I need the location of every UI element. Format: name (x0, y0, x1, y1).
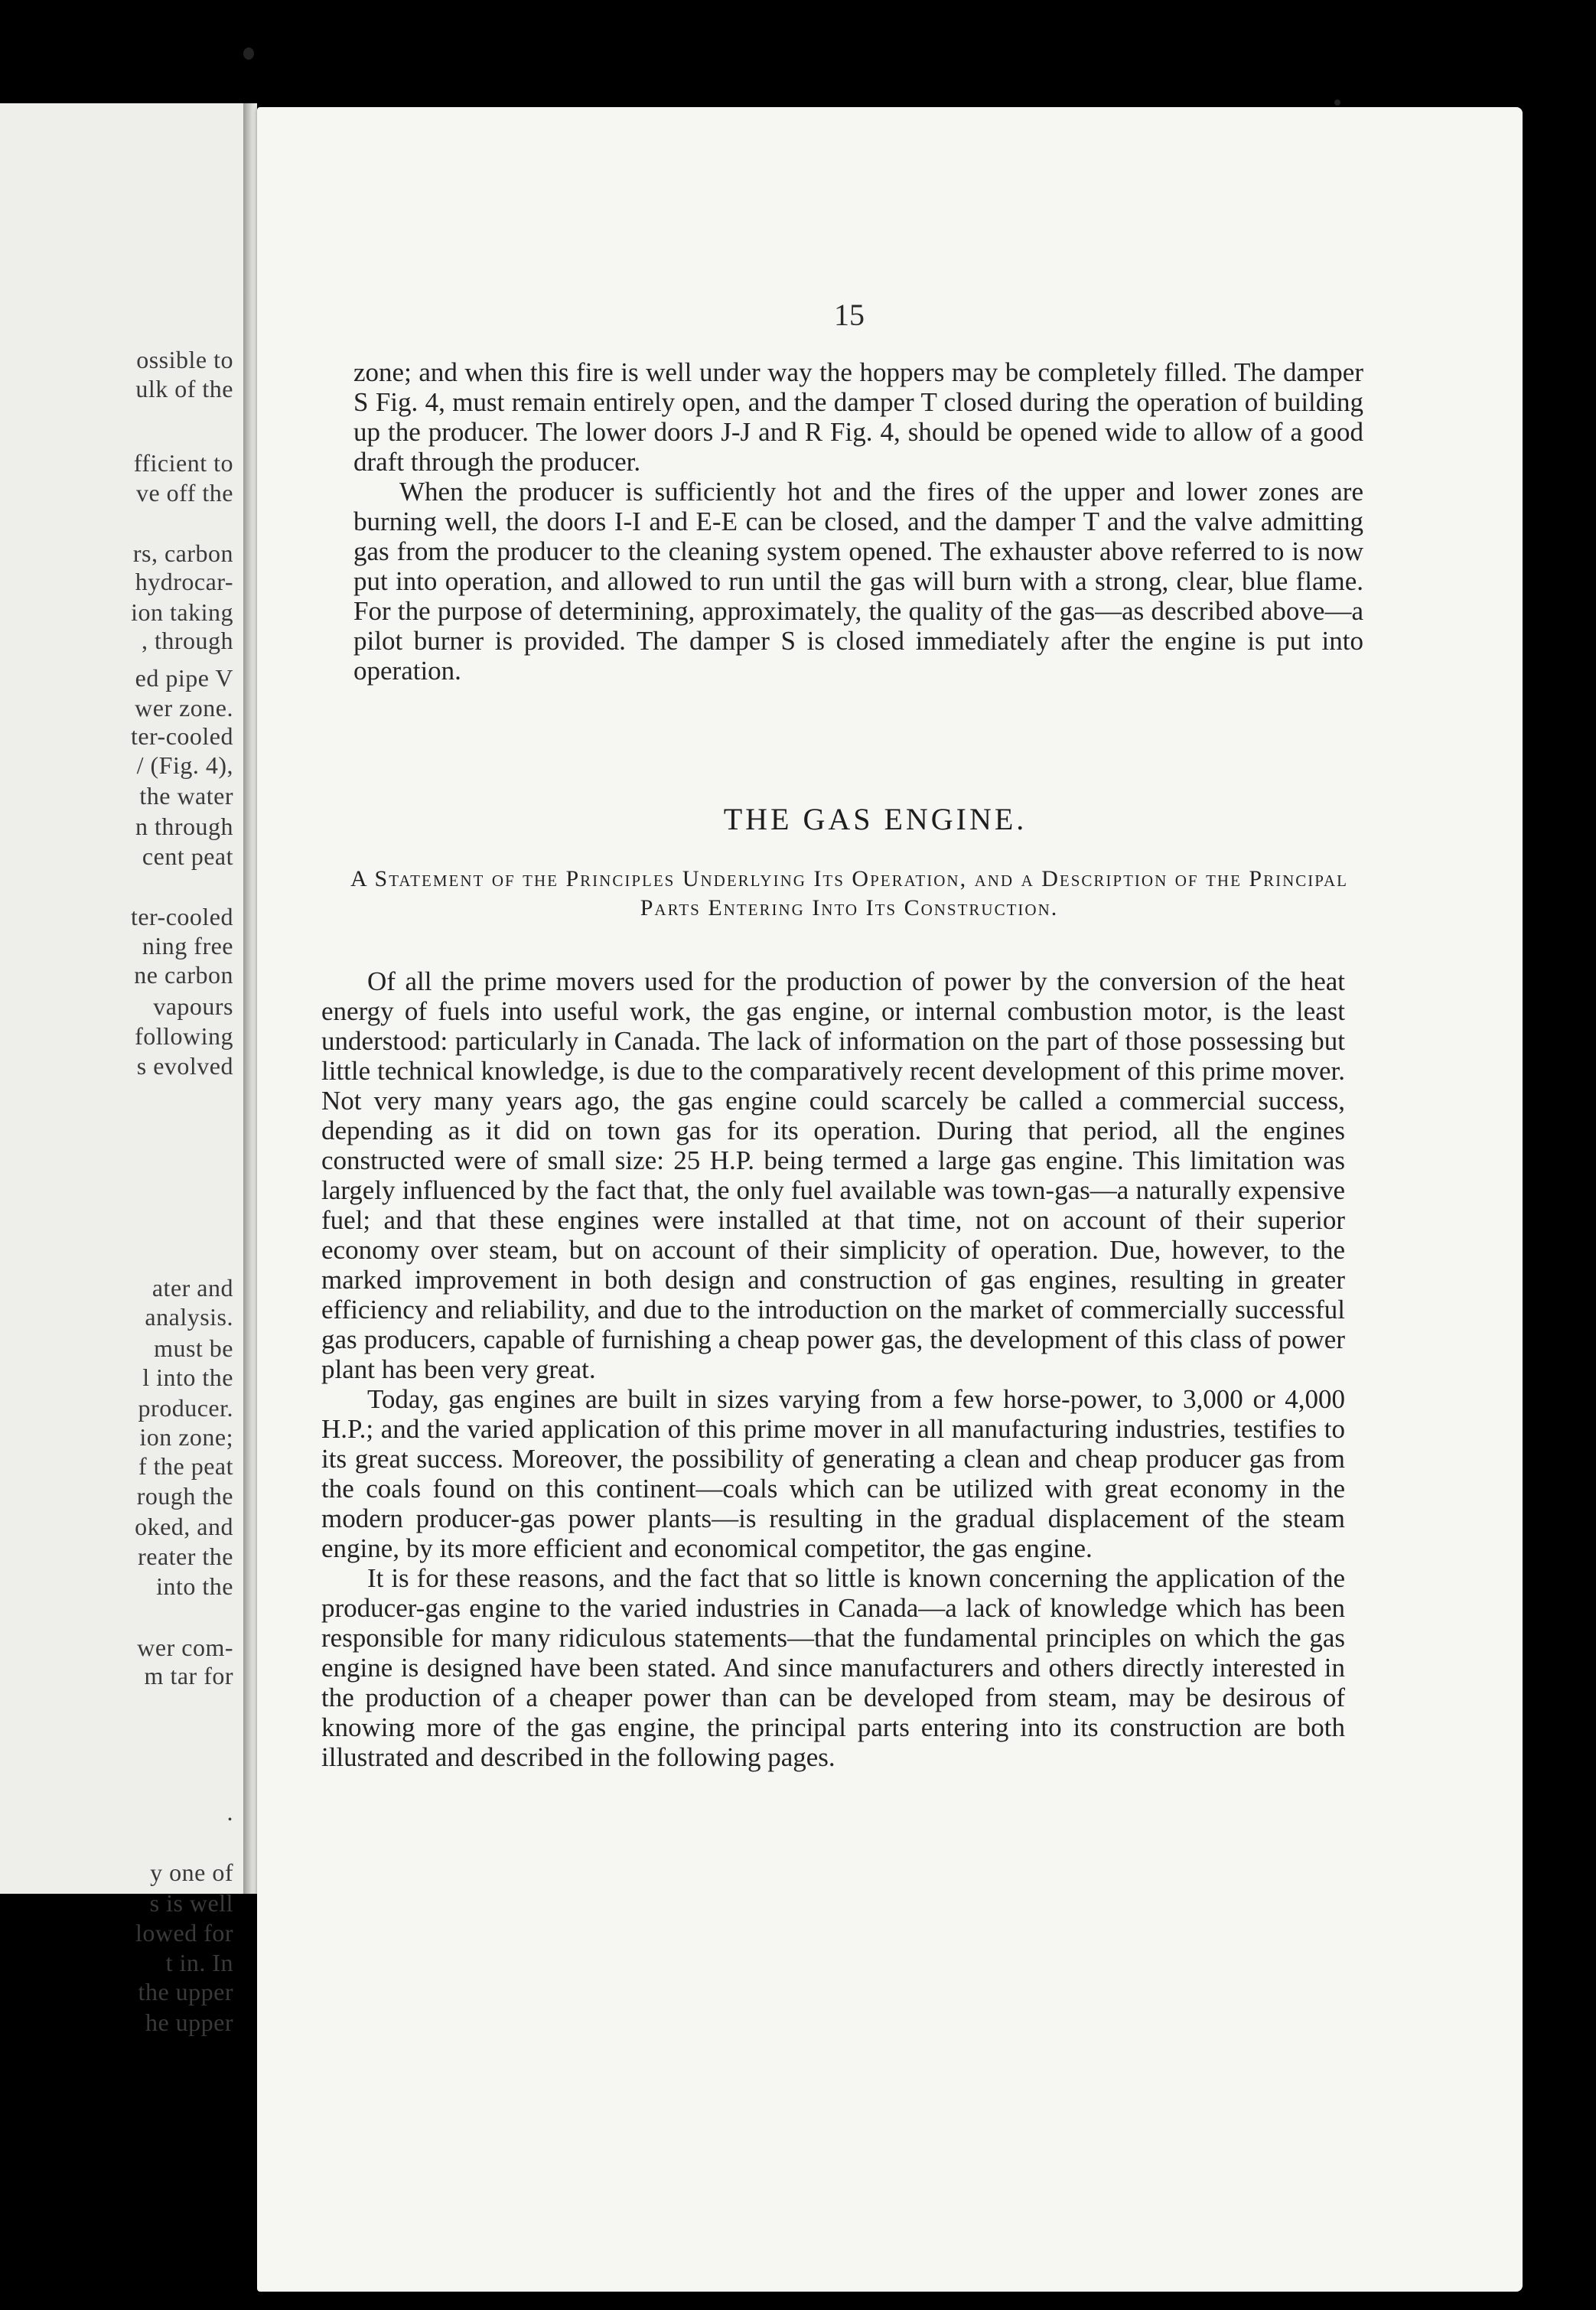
scan-speck (243, 47, 254, 60)
left-page-line: ater and (151, 1274, 233, 1302)
paragraph: When the producer is sufficiently hot and the fires of the upper and lower zones are burning well, the doors I-I and E-E can be closed, and the damper T and the valve admitting gas from the producer to the cleaning system opened. The exhauster above referred to is now put into operation, and allowed to run until the gas will burn with a strong, clear, blue flame. For the purpose of determining, approximately, the quality of the gas—as described above—a pilot burner is provided. The damper S is closed immediately after the engine is put into operation. (353, 477, 1363, 686)
left-page-line: oked, and (135, 1513, 233, 1540)
left-page-line: reater the (138, 1543, 233, 1570)
continuation-text (353, 357, 1363, 686)
left-page-line: fficient to (133, 449, 233, 477)
book-gutter (243, 103, 257, 1894)
paragraph: Today, gas engines are built in sizes varying from a few horse-power, to 3,000 or 4,000 H.P.; and the varied application of this prime mover in all manufacturing industries, testifies to its great success. Moreover, the possibility of generating a clean and cheap producer gas from the coals found on this continent—coals which can be utilized with great economy in the modern producer-gas power plants—is resulting in the gradual displacement of the steam engine, by its more efficient and economical competitor, the gas engine. (321, 1384, 1345, 1563)
left-page-line: into the (156, 1572, 233, 1600)
page-number: 15 (834, 298, 865, 332)
left-page-line: hydrocar- (135, 568, 233, 595)
left-page-line: s evolved (136, 1052, 233, 1080)
left-page-line: ning free (142, 932, 233, 960)
left-page-line: n through (135, 813, 233, 840)
left-page-line: ulk of the (135, 375, 233, 402)
left-page-line: . (226, 1798, 233, 1826)
left-page-line: wer zone. (135, 694, 233, 722)
left-page-line: y one of (150, 1859, 233, 1886)
left-page-line: wer com- (137, 1634, 233, 1661)
left-page-line: the water (139, 782, 233, 810)
paragraph: Of all the prime movers used for the production of power by the conversion of the heat energy of fuels into useful work, the gas engine, or internal combustion motor, is the least understood: particularly in Canada. The lack of information on the part of those possessing but little technical knowledge, is due to the comparatively recent development of this prime mover. Not very many years ago, the gas engine could scarcely be called a commercial success, depending as it did on town gas for its operation. During that period, all the engines constructed were of small size: 25 H.P. being termed a large gas engine. This limitation was largely influenced by the fact that, the only fuel available was town-gas—a naturally expensive fuel; and that these engines were installed at that time, not on account of their superior economy over steam, but on account of their simplicity of operation. Due, however, to the marked improvement in both design and construction of gas engines, resulting in greater efficiency and reliability, and due to the introduction on the market of commercially successful gas producers, capable of furnishing a cheap power gas, the development of this class of power plant has been very great. (321, 966, 1345, 1384)
section-title: THE GAS ENGINE. (723, 802, 1028, 836)
left-page-line: ne carbon (134, 961, 233, 989)
left-page-line: ve off the (135, 479, 233, 507)
left-page-line: l into the (142, 1364, 233, 1391)
left-page-line: rs, carbon (132, 539, 233, 567)
left-page-line: rough the (136, 1482, 233, 1510)
left-page-line: s is well (149, 1889, 233, 1917)
body-text (321, 966, 1345, 1772)
left-page-line: the upper (138, 1978, 233, 2005)
left-page-line: vapours (153, 992, 233, 1020)
left-page-line: must be (154, 1334, 233, 1362)
section-subtitle: A Statement of the Principles Underlying Its Operation, and a Description of the Principal Parts Entering Into Its Construction. (350, 866, 1348, 920)
scan-speck (1334, 99, 1340, 106)
left-page-line: ter-cooled (130, 903, 233, 930)
left-page-line: he upper (145, 2009, 233, 2036)
left-page-line: ion taking (131, 598, 233, 626)
left-page-line: ion zone; (139, 1423, 233, 1451)
left-page-line: m tar for (144, 1662, 233, 1689)
left-page-line: f the peat (138, 1452, 233, 1480)
left-page-line: cent peat (142, 842, 233, 870)
left-page-line: , through (141, 627, 233, 654)
left-page-line: producer. (138, 1394, 233, 1422)
left-page-line: following (135, 1022, 233, 1050)
paragraph: It is for these reasons, and the fact that so little is known concerning the application of the producer-gas engine to the varied industries in Canada—a lack of knowledge which has been responsible for many ridiculous statements—that the fundamental principles on which the gas engine is designed have been stated. And since manufacturers and others directly interested in the production of a cheaper power than can be developed from steam, may be desirous of knowing more of the gas engine, the principal parts entering into its construction are both illustrated and described in the following pages. (321, 1563, 1345, 1772)
left-page-line: analysis. (145, 1303, 233, 1331)
left-page-line: ed pipe V (135, 664, 233, 692)
paragraph: zone; and when this fire is well under way the hoppers may be completely filled. The damper S Fig. 4, must remain entirely open, and the damper T closed during the operation of building up the producer. The lower doors J-J and R Fig. 4, should be opened wide to allow of a good draft through the producer. (353, 357, 1363, 477)
left-page-line: ossible to (136, 346, 233, 373)
left-page-line: t in. In (165, 1949, 233, 1976)
left-page-line: ter-cooled (130, 722, 233, 750)
left-page-line: lowed for (135, 1919, 233, 1947)
left-page-line: / (Fig. 4), (136, 751, 233, 779)
